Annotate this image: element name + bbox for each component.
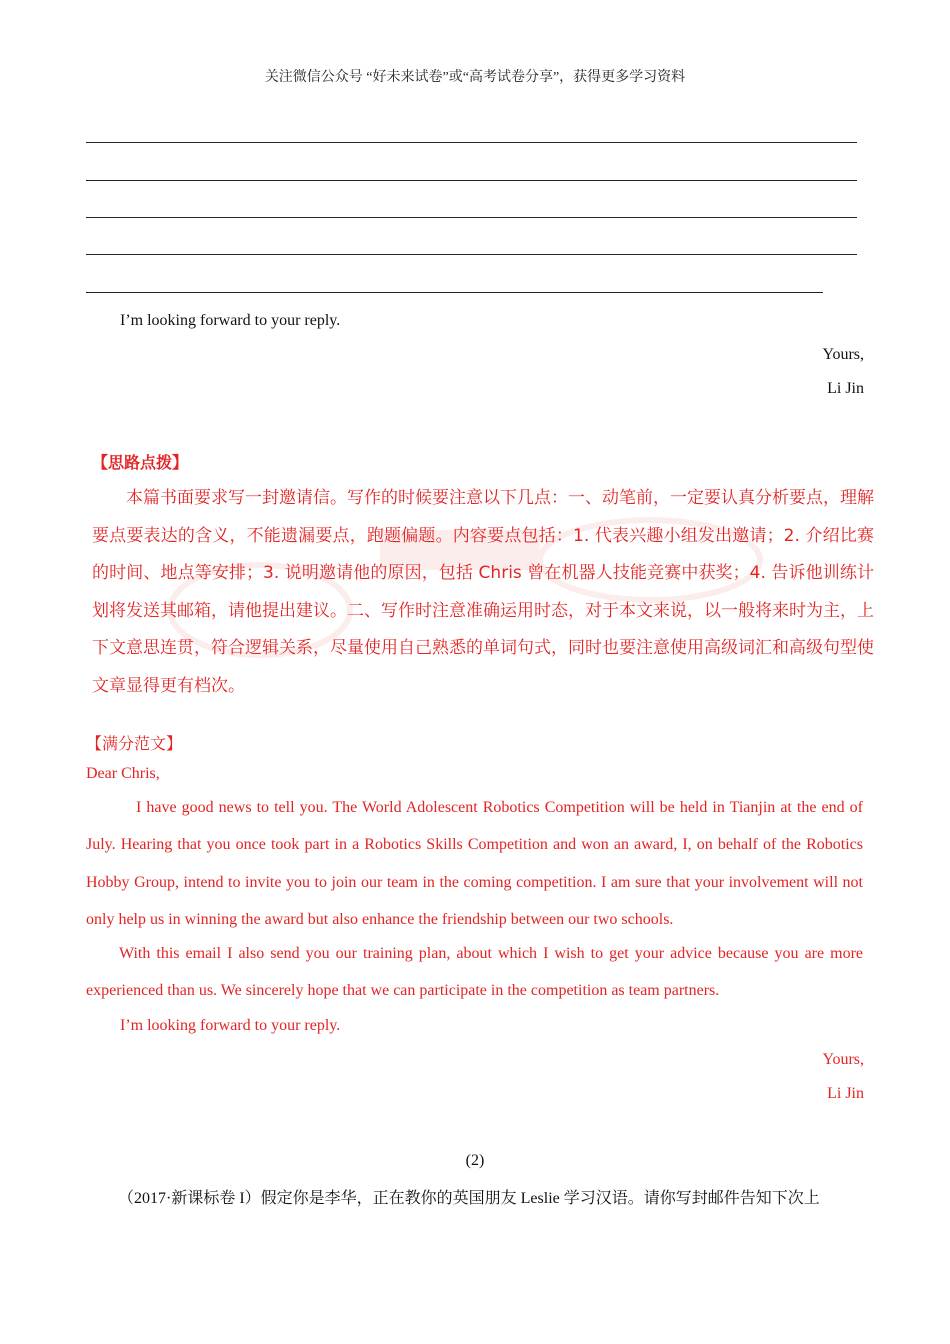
writing-line: [86, 180, 857, 181]
essay-paragraph-2: With this email I also send you our training plan, about which I wish to get your advice because you are more experienced than us. We sincerely hope that we can participate in the competition as team partners.: [86, 945, 863, 1000]
essay-greeting: Dear Chris,: [86, 765, 160, 782]
essay-signature: Li Jin: [827, 1085, 864, 1102]
model-essay-title: 【满分范文】: [86, 734, 183, 753]
writing-line: [86, 292, 823, 293]
page-header: 关注微信公众号 “好未来试卷”或“高考试卷分享”，获得更多学习资料: [264, 70, 686, 85]
essay-sign-off: Yours,: [822, 1051, 864, 1068]
letter-signature: Li Jin: [827, 380, 864, 397]
writing-line: [86, 217, 857, 218]
essay-paragraph-1: I have good news to tell you. The World Adolescent Robotics Competition will be held in Tianjin at the end of July. Hearing that you once took part in a Robotics Skills Competition and won an award, I, on behalf of the Robotics Hobby Group, intend to invite you to join our team in the coming competition. I am sure that your involvement will not only help us in winning the award but also enhance the friendship between our two schools.: [86, 799, 863, 928]
question-prompt: （2017·新课标卷 I）假定你是李华，正在教你的英国朋友 Leslie 学习汉语。请你写封邮件告知下次上: [118, 1190, 820, 1207]
question-number: (2): [465, 1152, 485, 1169]
essay-closing-line: I’m looking forward to your reply.: [120, 1017, 341, 1034]
analysis-body: 本篇书面要求写一封邀请信。写作的时候要注意以下几点：一、动笔前，一定要认真分析要点，理解要点要表达的含义，不能遗漏要点，跑题偏题。内容要点包括：1. 代表兴趣小组发出邀请；2. 介绍比赛的时间、地点等安排；3. 说明邀请他的原因，包括 Chris 曾在机器人技能竞赛中获奖；4. 告诉他训练计划将发送其邮箱，请他提出建议。二、写作时注意准确运用时态，对于本文来说，以一般将来时为主，上下文意思连贯，符合逻辑关系，尽量使用自己熟悉的单词句式，同时也要注意使用高级词汇和高级句型使文章显得更有档次。: [92, 488, 874, 696]
analysis-title: 【思路点拨】: [92, 455, 189, 472]
writing-line: [86, 254, 857, 255]
letter-sign-off: Yours,: [822, 346, 864, 363]
writing-line: [86, 142, 857, 143]
letter-closing-line: I’m looking forward to your reply.: [120, 312, 341, 329]
